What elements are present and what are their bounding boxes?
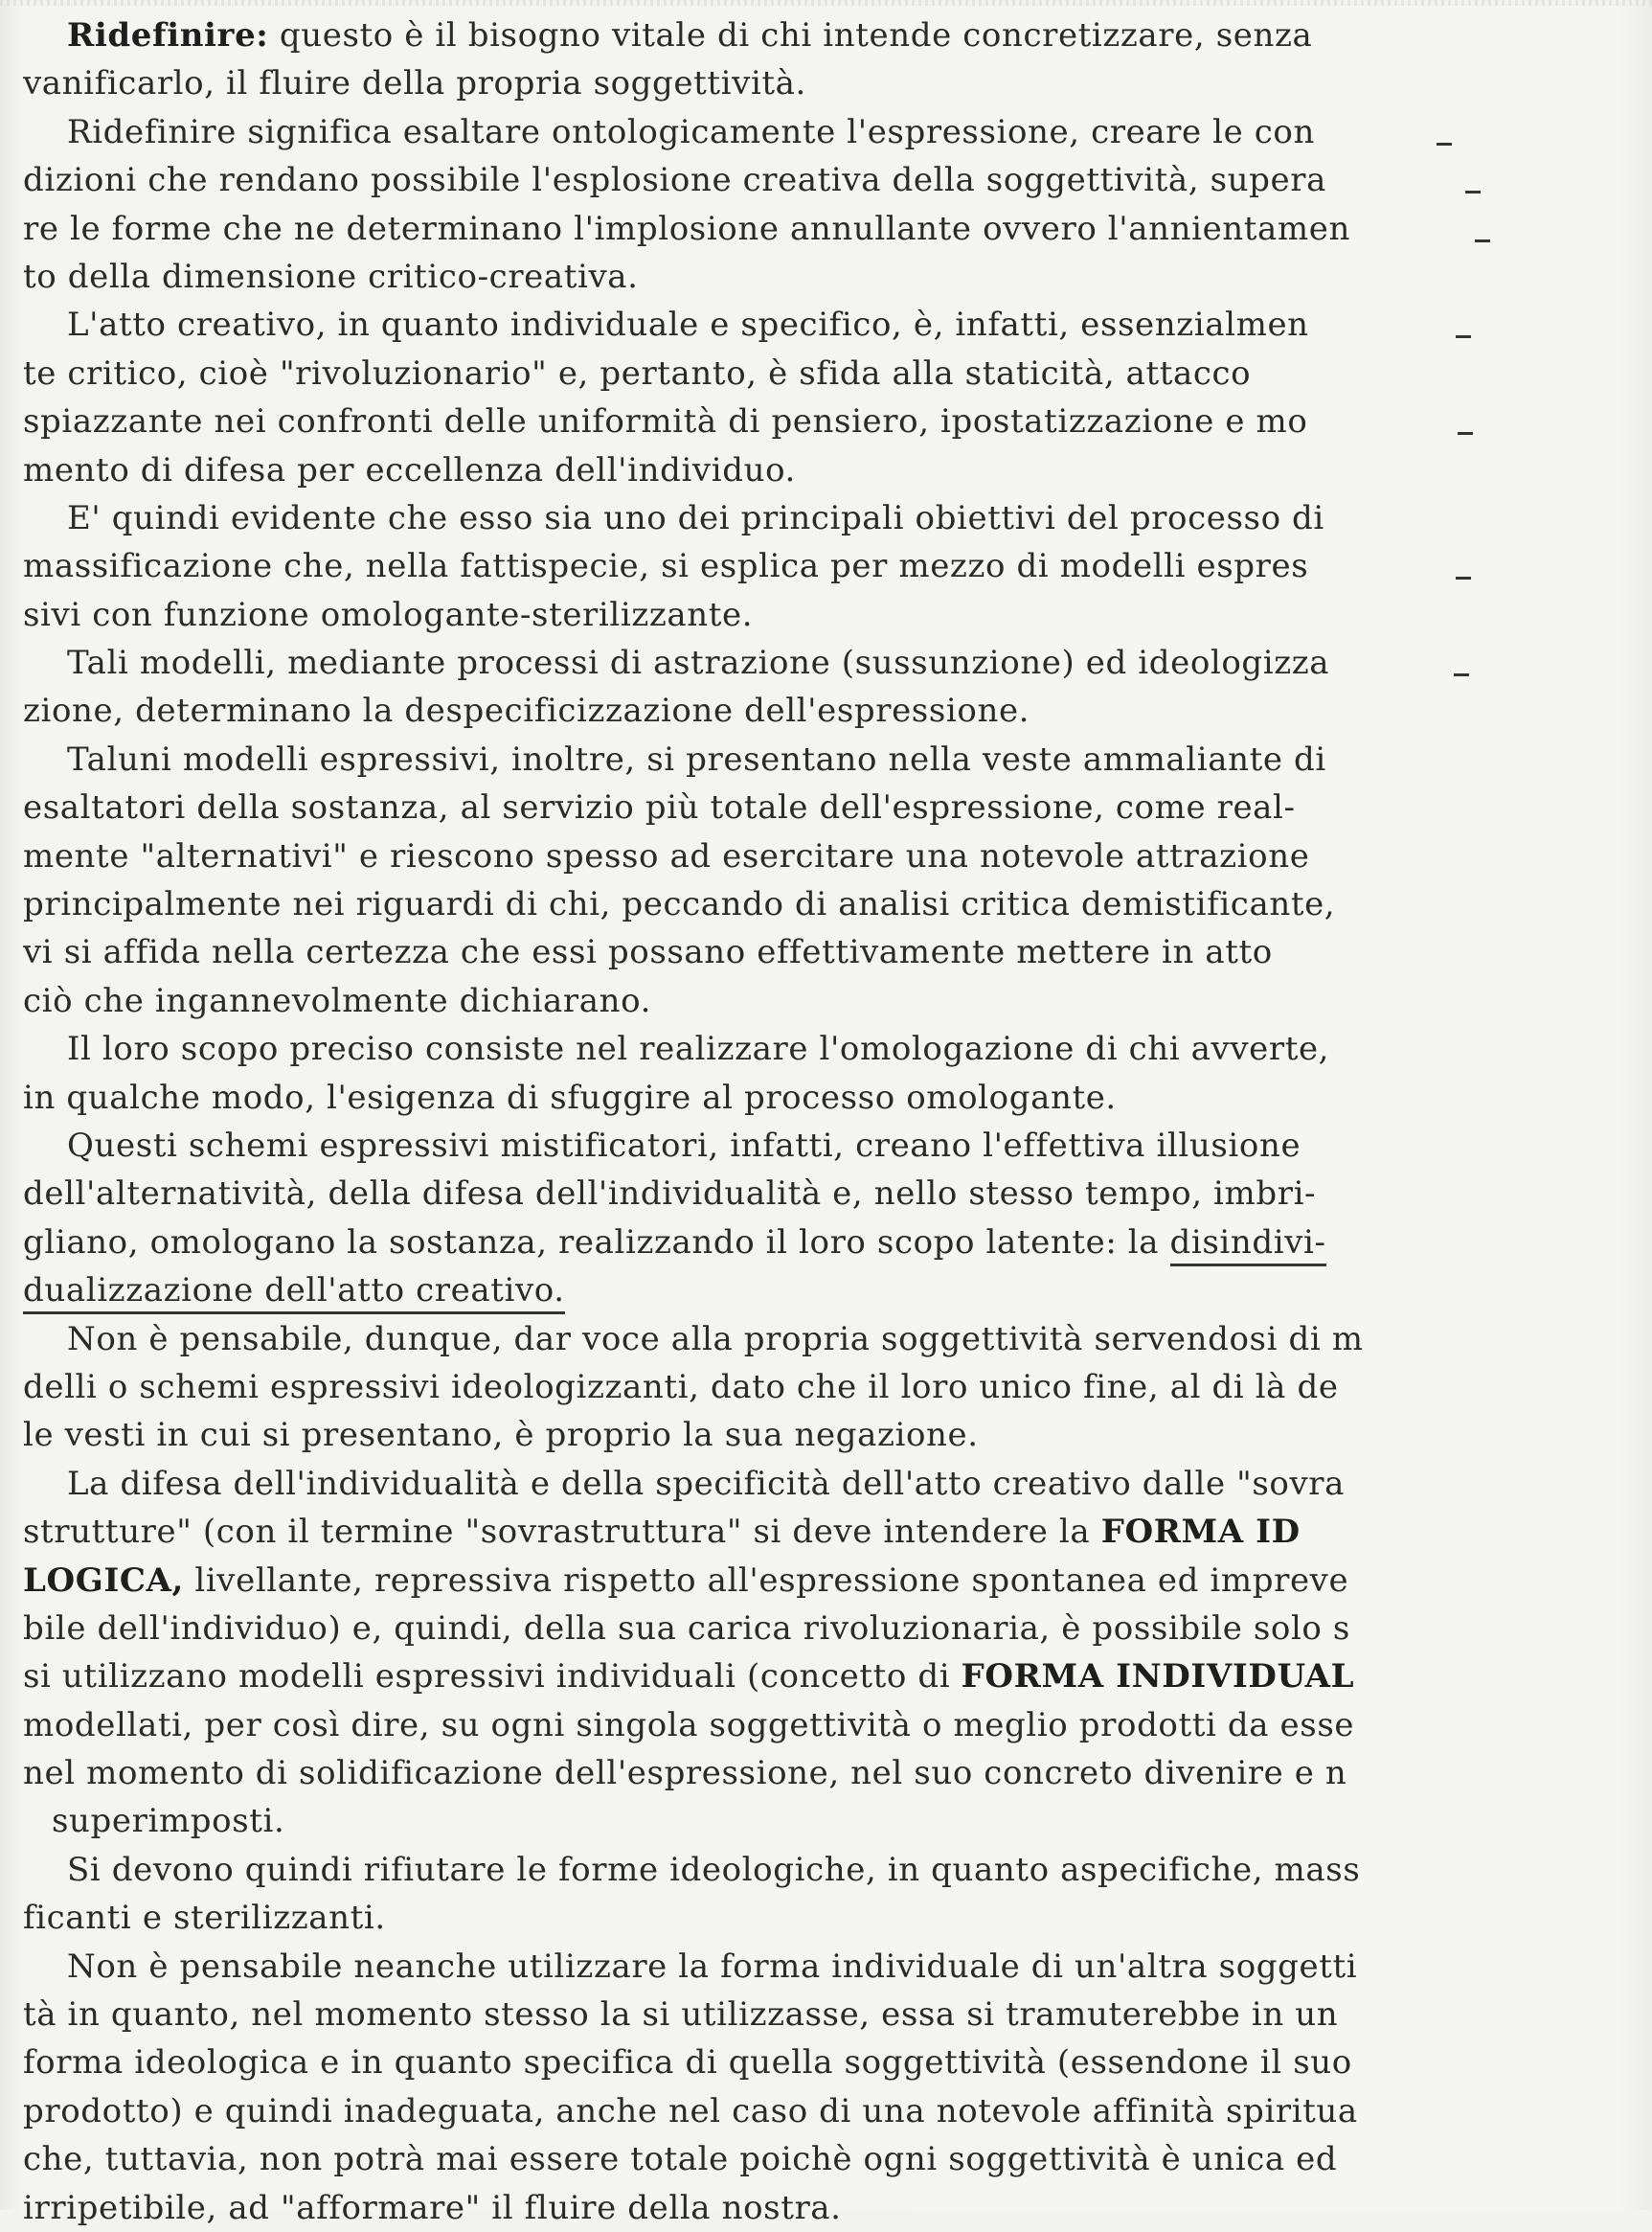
- line-text: spiazzante nei confronti delle uniformità di pensiero, ipostatizzazione e mo: [23, 402, 1308, 442]
- paragraph-line: [23, 350, 1651, 398]
- underlined-phrase: dualizzazione dell'atto creativo.: [23, 1271, 565, 1314]
- hyphen-mark: [1475, 239, 1490, 242]
- line-text: questo è il bisogno vitale di chi intende concretizzare, senza: [268, 16, 1313, 55]
- line-text: modellati, per così dire, su ogni singola soggettività o meglio prodotti da esse: [23, 1705, 1355, 1744]
- paragraph-line: [23, 1749, 1651, 1797]
- line-text: vi si affida nella certezza che essi possano effettivamente mettere in atto: [23, 933, 1273, 972]
- bold-term: Ridefinire:: [67, 16, 269, 55]
- line-text: to della dimensione critico-creativa.: [23, 257, 639, 296]
- paragraph-line: [23, 1991, 1651, 2038]
- paragraph-line: [23, 1411, 1651, 1459]
- hyphen-mark: [1458, 432, 1473, 435]
- line-text: mento di difesa per eccellenza dell'individuo.: [23, 450, 796, 490]
- paragraph-first-line: [23, 1025, 1651, 1073]
- line-text: le vesti in cui si presentano, è proprio la sua negazione.: [23, 1416, 979, 1455]
- paragraph-line: [23, 1074, 1651, 1122]
- paragraph-line: [23, 591, 1651, 639]
- paragraph-line: [23, 977, 1651, 1025]
- line-text: mente "alternativi" e riescono spesso ad esercitare una notevole attrazione: [23, 836, 1310, 876]
- paragraph-first-line: [23, 1460, 1651, 1508]
- paragraph-line: [23, 2135, 1651, 2183]
- paragraph-line: [23, 1652, 1651, 1700]
- paragraph-first-line: [23, 494, 1651, 542]
- line-text: La difesa dell'individualità e della specificità dell'atto creativo dalle "sovra: [67, 1464, 1345, 1503]
- hyphen-mark: [1456, 335, 1471, 338]
- line-text: in qualche modo, l'esigenza di sfuggire al processo omologante.: [23, 1078, 1117, 1117]
- paragraph-line: [23, 1508, 1651, 1556]
- line-text: Non è pensabile neanche utilizzare la forma individuale di un'altra soggetti: [67, 1947, 1358, 1986]
- hyphen-mark: [1454, 673, 1469, 676]
- paragraph-line: [23, 880, 1651, 928]
- paragraph-line: [23, 253, 1651, 301]
- paragraph-line: [23, 59, 1651, 107]
- paragraph-first-line: [23, 11, 1651, 59]
- paragraph-first-line: [23, 1943, 1651, 1991]
- paragraph-line: [23, 1797, 1651, 1845]
- line-text: Si devono quindi rifiutare le forme ideologiche, in quanto aspecifiche, mass: [67, 1850, 1361, 1889]
- line-text: ficanti e sterilizzanti.: [23, 1899, 386, 1938]
- bold-term: LOGICA,: [23, 1560, 184, 1600]
- paragraph-line: [23, 446, 1651, 494]
- paragraph-first-line: [23, 639, 1651, 687]
- line-text: gliano, omologano la sostanza, realizzando il loro scopo latente: la: [23, 1222, 1170, 1262]
- paragraph-line: [23, 1894, 1651, 1942]
- line-text: E' quindi evidente che esso sia uno dei principali obiettivi del processo di: [67, 498, 1324, 537]
- line-text: re le forme che ne determinano l'implosione annullante ovvero l'annientamen: [23, 209, 1350, 248]
- paragraph-line: [23, 784, 1651, 831]
- line-text: forma ideologica e in quanto specifica di quella soggettività (essendone il suo: [23, 2043, 1352, 2083]
- paragraph-line: [23, 1363, 1651, 1411]
- paragraph-line: [23, 687, 1651, 735]
- paragraph-line: [23, 832, 1651, 880]
- paragraph-first-line: [23, 1846, 1651, 1894]
- paragraph-line: [23, 2038, 1651, 2086]
- line-text: che, tuttavia, non potrà mai essere totale poichè ogni soggettività è unica ed: [23, 2140, 1338, 2179]
- paragraph-line: [23, 1605, 1651, 1652]
- line-text: esaltatori della sostanza, al servizio più totale dell'espressione, come real-: [23, 788, 1296, 828]
- line-text: Il loro scopo preciso consiste nel realizzare l'omologazione di chi avverte,: [67, 1030, 1330, 1069]
- line-text: prodotto) e quindi inadeguata, anche nel caso di una notevole affinità spiritua: [23, 2091, 1358, 2130]
- line-text: strutture" (con il termine "sovrastruttura" si deve intendere la: [23, 1513, 1101, 1552]
- hyphen-mark: [1456, 577, 1471, 580]
- paragraph-line: [23, 398, 1651, 445]
- paragraph-first-line: [23, 736, 1651, 784]
- line-text: livellante, repressiva rispetto all'espressione spontanea ed impreve: [183, 1560, 1349, 1600]
- line-text: ciò che ingannevolmente dichiarano.: [23, 981, 652, 1020]
- line-text: Non è pensabile, dunque, dar voce alla propria soggettività servendosi di m: [67, 1319, 1364, 1358]
- paragraph-line: [23, 2184, 1651, 2232]
- line-text: delli o schemi espressivi ideologizzanti, dato che il loro unico fine, al di là de: [23, 1367, 1339, 1406]
- line-text: te critico, cioè "rivoluzionario" e, pertanto, è sfida alla staticità, attacco: [23, 353, 1252, 393]
- line-text: bile dell'individuo) e, quindi, della sua carica rivoluzionaria, è possibile solo s: [23, 1608, 1350, 1648]
- line-text: irripetibile, ad "afformare" il fluire della nostra.: [23, 2188, 842, 2227]
- line-text: nel momento di solidificazione dell'espressione, nel suo concreto divenire e n: [23, 1754, 1347, 1793]
- bold-term: FORMA INDIVIDUAL: [961, 1657, 1355, 1697]
- document-body: [23, 11, 1651, 2232]
- underlined-phrase: disindivi-: [1170, 1223, 1326, 1266]
- line-text: sivi con funzione omologante-sterilizzante.: [23, 595, 754, 634]
- line-text: dizioni che rendano possibile l'esplosione creativa della soggettività, supera: [23, 161, 1326, 200]
- line-text: vanificarlo, il fluire della propria soggettività.: [23, 64, 806, 103]
- paragraph-first-line: [23, 108, 1651, 156]
- line-text: Tali modelli, mediante processi di astrazione (sussunzione) ed ideologizza: [67, 644, 1330, 683]
- line-text: zione, determinano la despecificizzazione dell'espressione.: [23, 692, 1030, 731]
- line-text: si utilizzano modelli espressivi individuali (concetto di: [23, 1657, 962, 1697]
- line-text: Questi schemi espressivi mistificatori, infatti, creano l'effettiva illusione: [67, 1126, 1301, 1165]
- hyphen-mark: [1437, 143, 1452, 146]
- paragraph-first-line: [23, 301, 1651, 349]
- line-text: superimposti.: [52, 1802, 285, 1841]
- bold-term: FORMA ID: [1100, 1513, 1301, 1552]
- hyphen-mark: [1465, 191, 1481, 194]
- line-text: Taluni modelli espressivi, inoltre, si presentano nella veste ammaliante di: [67, 740, 1326, 779]
- paragraph-line: [23, 1701, 1651, 1749]
- page-top-edge: [0, 0, 1652, 6]
- line-text: L'atto creativo, in quanto individuale e specifico, è, infatti, essenzialmen: [67, 306, 1309, 345]
- line-text: massificazione che, nella fattispecie, si esplica per mezzo di modelli espres: [23, 547, 1309, 586]
- paragraph-line: [23, 1266, 1651, 1314]
- line-text: principalmente nei riguardi di chi, peccando di analisi critica demistificante,: [23, 885, 1336, 924]
- line-text: Ridefinire significa esaltare ontologicamente l'espressione, creare le con: [67, 112, 1315, 151]
- line-text: tà in quanto, nel momento stesso la si utilizzasse, essa si tramuterebbe in un: [23, 1995, 1339, 2035]
- paragraph-first-line: [23, 1315, 1651, 1363]
- paragraph-line: [23, 928, 1651, 976]
- paragraph-line: [23, 542, 1651, 590]
- paragraph-line: [23, 156, 1651, 204]
- paragraph-first-line: [23, 1122, 1651, 1170]
- paragraph-line: [23, 1218, 1651, 1266]
- paragraph-line: [23, 205, 1651, 253]
- paragraph-line: [23, 2087, 1651, 2135]
- line-text: dell'alternatività, della difesa dell'individualità e, nello stesso tempo, imbri-: [23, 1174, 1317, 1214]
- paragraph-line: [23, 1557, 1651, 1605]
- paragraph-line: [23, 1170, 1651, 1218]
